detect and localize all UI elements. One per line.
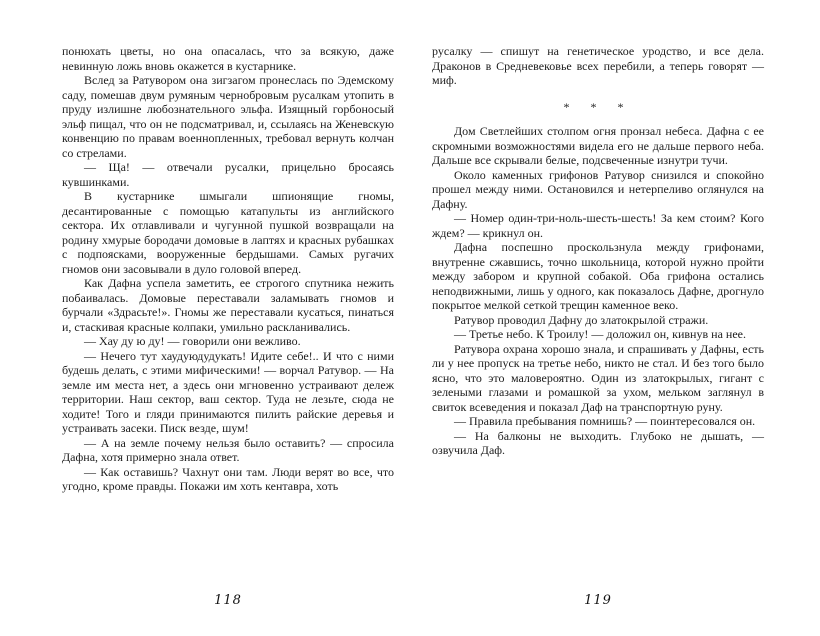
paragraph: Дом Светлейших столпом огня пронзал небеса. Дафна с ее скромными возможностями видела его не дальше первого неба. Дальше все скрывали белые, подсвеченные изнутри тучи. bbox=[432, 124, 764, 167]
paragraph: русалку — спишут на генетическое уродство, и все дела. Драконов в Средневековье всех перебили, а теперь говорят — миф. bbox=[432, 44, 764, 87]
paragraph: Как Дафна успела заметить, ее строгого спутника нежить побаивалась. Домовые переставали заламывать гномов и бурчали «Здрасьте!». Гномы же переставали кусаться, пинаться и, стаскивая красные колпаки, умильно раскланивались. bbox=[62, 276, 394, 334]
paragraph: — Ща! — отвечали русалки, прицельно бросаясь кувшинками. bbox=[62, 160, 394, 189]
page-left-number: 118 bbox=[214, 593, 242, 608]
paragraph: понюхать цветы, но она опасалась, что за всякую, даже невинную ложь вновь окажется в кустарнике. bbox=[62, 44, 394, 73]
paragraph: В кустарнике шмыгали шпионящие гномы, десантированные с помощью катапульты из английского сектора. Их отлавливали и чугунной пушкой возвращали на родину хмурые бородачи домовые в лаптях и красных рубашках с подпоясками, вооруженные бердышами. Самых ругачих гномов они засовывали в дуло головой вперед. bbox=[62, 189, 394, 276]
paragraph: — Нечего тут хаудуюдудукать! Идите себе!.. И что с ними будешь делать, с этими мифическими! — ворчал Ратувор. — На земле им места нет, а здесь они мгновенно устраивают дележ территории. Наш сектор, ваш сектор. Туда не лезьте, сюда не ходите! Того и гляди принимаются пилить райские деревья и устраивать засеки. Писк везде, шум! bbox=[62, 348, 394, 435]
section-separator: * * * bbox=[563, 99, 633, 114]
page-right-number: 119 bbox=[584, 593, 612, 608]
page-right bbox=[432, 44, 764, 610]
page-left bbox=[62, 44, 394, 610]
paragraph: — На балконы не выходить. Глубоко не дышать, — озвучила Даф. bbox=[432, 428, 764, 457]
paragraph: — Правила пребывания помнишь? — поинтересовался он. bbox=[454, 414, 756, 428]
paragraph: Дафна поспешно проскользнула между грифонами, внутренне сжавшись, точно школьница, которой нужно пройти между забором и крупной собакой. Оба грифона остались неподвижными, лишь у одного, как показалось Дафне, дрогнуло покрытое мелкой сеткой трещин каменное веко. bbox=[432, 240, 764, 312]
paragraph: — Третье небо. К Троилу! — доложил он, кивнув на нее. bbox=[454, 327, 746, 341]
paragraph: Вслед за Ратувором она зигзагом пронеслась по Эдемскому саду, помешав двум румяным чернобровым русалкам утопить в пруду излишне любознательного эльфа. Изящный горбоносый эльф пищал, что он не подсматривал, и, ссылаясь на Женевскую конвенцию по правам военнопленных, требовал вернуть колчан со стрелами. bbox=[62, 73, 394, 160]
paragraph: — Номер один-три-ноль-шесть-шесть! За кем стоим? Кого ждем? — крикнул он. bbox=[432, 211, 764, 240]
paragraph: — А на земле почему нельзя было оставить? — спросила Дафна, хотя примерно знала ответ. bbox=[62, 435, 394, 464]
page-left-text bbox=[62, 44, 394, 494]
paragraph: Около каменных грифонов Ратувор снизился и спокойно прошел между ними. Остановился и нетерпеливо оглянулся на Дафну. bbox=[432, 167, 764, 211]
paragraph: Ратувора охрана хорошо знала, и спрашивать у Дафны, есть ли у нее пропуск на третье небо, никто не стал. И без того было ясно, что это маловероятно. Один из златокрылых, гигант с зелеными глазами и ромашкой за ухом, мельком заглянул в свиток всеведения и показал Даф на транспортную руну. bbox=[432, 341, 764, 414]
paragraph: — Хау ду ю ду! — говорили они вежливо. bbox=[84, 334, 301, 348]
paragraph: Ратувор проводил Дафну до златокрылой стражи. bbox=[454, 312, 709, 327]
paragraph: — Как оставишь? Чахнут они там. Люди верят во все, что угодно, кроме правды. Покажи им хоть кентавра, хоть bbox=[62, 464, 394, 493]
page-right-text bbox=[432, 44, 764, 458]
